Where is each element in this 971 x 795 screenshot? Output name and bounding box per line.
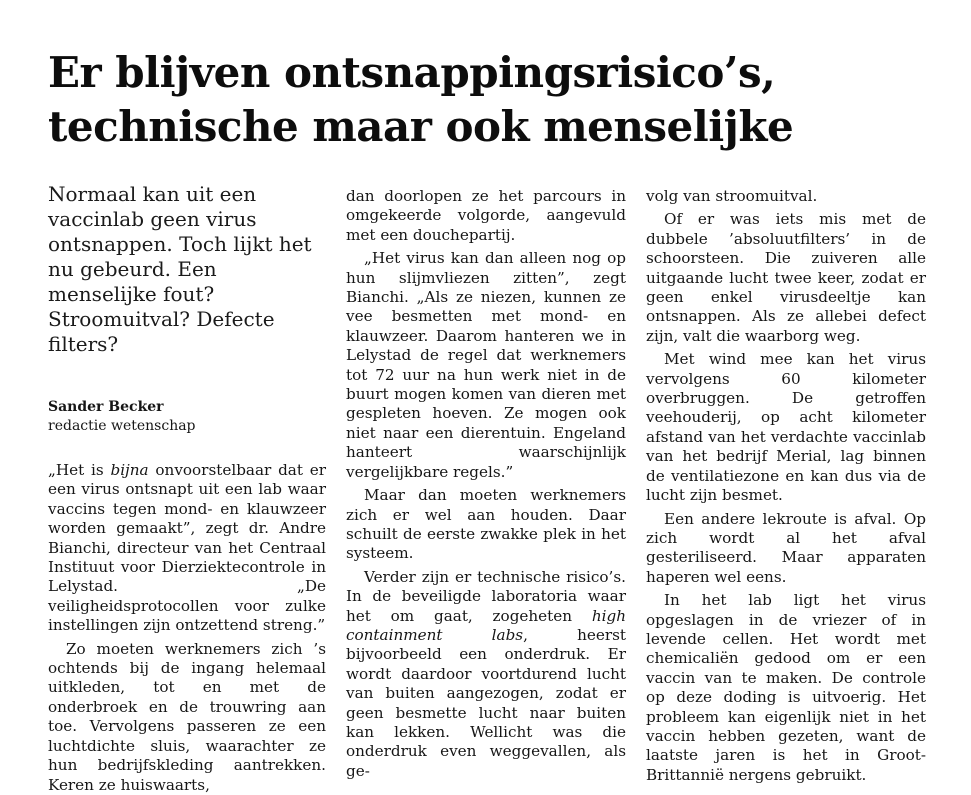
column-2 — [346, 187, 626, 781]
body-paragraph: dan doorlopen ze het parcours in omgekeerde volgorde, aangevuld met een douchepartij. — [346, 187, 626, 244]
body-paragraph: Of er was iets mis met de dubbele ’absoluutfilters’ in de schoorsteen. Die zuiveren alle uitgaande lucht twee keer, zodat er geen enkel virusdeeltje kan ontsnappen. Als ze allebei defect zijn, valt die waarborg weg. — [646, 210, 926, 345]
body-paragraph: In het lab ligt het virus opgeslagen in de vriezer of in levende cellen. Het wordt met chemicaliën gedood om er een vaccin van te maken. De controle op deze doding is uitvoerig. Het probleem kan eigenlijk niet in het vaccin hebben gezeten, want de laatste jaren is het in Groot-Brittannië nergens gebruikt. — [646, 591, 926, 784]
body-paragraph — [48, 461, 326, 636]
body-paragraph: Een andere lekroute is afval. Op zich wordt al het afval gesteriliseerd. Maar apparaten haperen wel eens. — [646, 509, 926, 586]
body-paragraph: Zo moeten werknemers zich ’s ochtends bij de ingang helemaal uitkleden, tot en met de onderbroek en de trouwring aan toe. Vervolgens passeren ze een luchtdichte sluis, waarachter ze hun bedrijfskleding aantrekken. Keren ze huiswaarts, — [48, 639, 326, 794]
body-paragraph: „Het virus kan dan alleen nog op hun slijmvliezen zitten”, zegt Bianchi. „Als ze niezen, kunnen ze vee besmetten met mond- en klauwzeer. Daarom hanteren we in Lelystad de regel dat werknemers tot 72 uur na hun werk niet in de buurt mogen komen van dieren met gespleten hoeven. Ze mogen ook niet naar een dierentuin. Engeland hanteert waarschijnlijk vergelijkbare regels.” — [346, 249, 626, 481]
column-1 — [48, 182, 326, 795]
emphasis-text: high containment labs — [346, 606, 626, 644]
emphasis-text: bijna — [110, 461, 149, 479]
headline — [48, 46, 948, 154]
body-paragraph: Met wind mee kan het virus vervolgens 60 kilometer overbruggen. De getroffen veehouderij, op acht kilometer afstand van het verdachte vaccinlab van het bedrijf Merial, lag binnen de ventilatiezone en kan dus via de lucht zijn besmet. — [646, 350, 926, 505]
text-run: „Het is — [48, 461, 111, 479]
column-3 — [646, 187, 926, 785]
byline — [48, 398, 326, 436]
author-name: Sander Becker — [48, 399, 164, 415]
headline-line-1: Er blijven ontsnappingsrisico’s, — [48, 48, 776, 97]
text-run: , heerst bijvoorbeeld een onderdruk. Er wordt daardoor voortdurend lucht van buiten aangezogen, zodat er geen besmette lucht naar buiten kan lekken. Wellicht was die onderdruk even weggevallen, als ge- — [346, 625, 626, 780]
text-run: Verder zijn er technische risico’s. In de beveiligde laboratoria waar het om gaat, zogeheten — [346, 567, 626, 625]
text-run: onvoorstelbaar dat er een virus ontsnapt uit een lab waar vaccins tegen mond- en klauwzeer worden gemaakt”, zegt dr. Andre Bianchi, directeur van het Centraal Instituut voor Dierziektecontrole in Lelystad. „De veiligheidsprotocollen voor zulke instellingen zijn ontzettend streng.” — [48, 461, 327, 635]
headline-line-2: technische maar ook menselijke — [48, 102, 794, 151]
lead-paragraph: Normaal kan uit een vaccinlab geen virus ontsnappen. Toch lijkt het nu gebeurd. Een menselijke fout? Stroomuitval? Defecte filters? — [48, 182, 312, 356]
body-paragraph: volg van stroomuitval. — [646, 187, 818, 205]
author-department: redactie wetenschap — [48, 418, 196, 434]
body-paragraph — [346, 568, 626, 781]
body-paragraph: Maar dan moeten werknemers zich er wel aan houden. Daar schuilt de eerste zwakke plek in het systeem. — [346, 486, 626, 563]
